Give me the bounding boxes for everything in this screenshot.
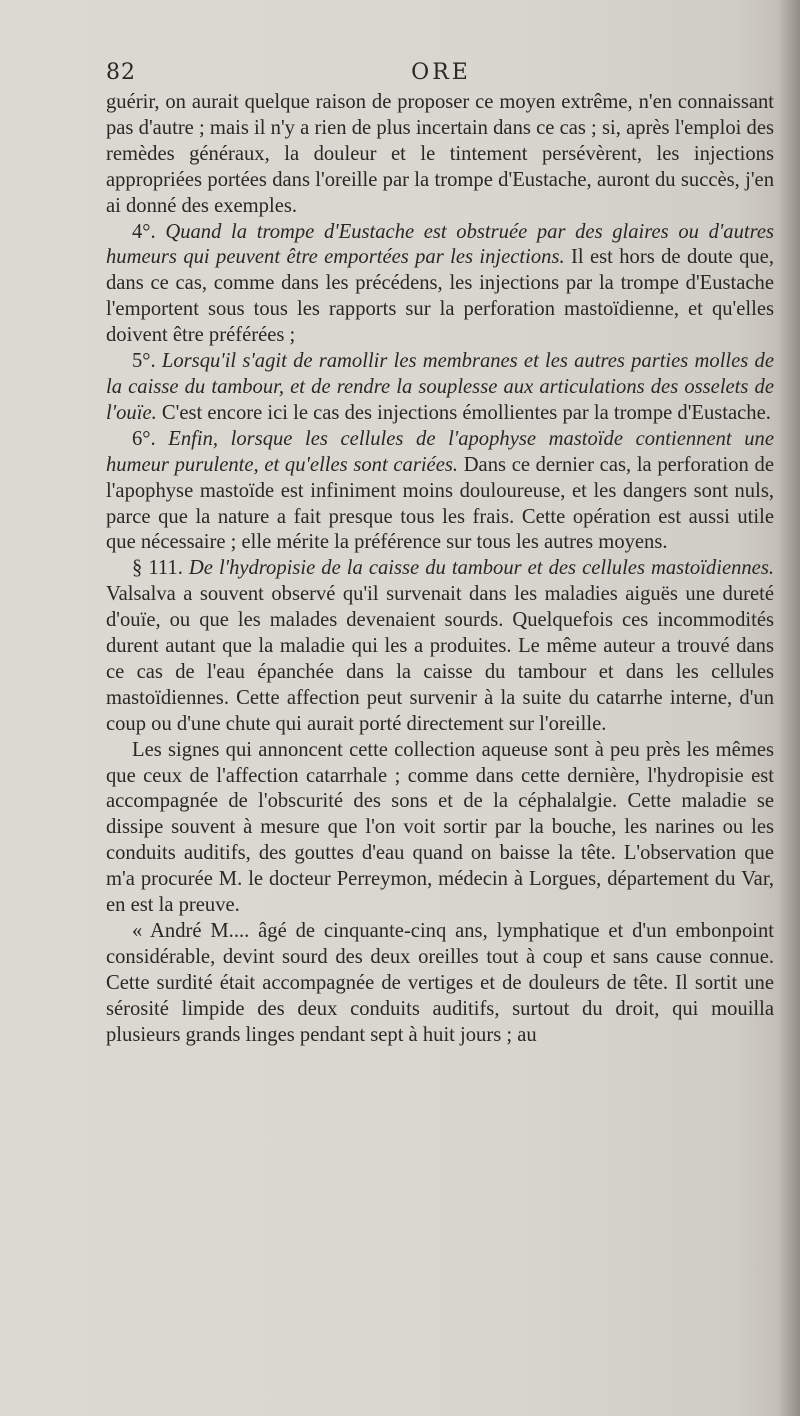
item-number: 6°.	[132, 427, 169, 450]
paragraph	[106, 738, 774, 919]
paragraph	[106, 556, 774, 737]
paragraph-text: C'est encore ici le cas des injections émollientes par la trompe d'Eustache.	[161, 401, 771, 424]
section-title: De l'hydropisie de la caisse du tambour et des cellules mastoïdiennes.	[188, 557, 774, 580]
paragraph-text: Il est hors de doute que, dans ce cas, comme dans les précédens, les injections par la trompe d'Eustache l'emportent sous tous les rapports sur la perforation mastoïdienne, et qu'elles doivent être préférées ;	[106, 246, 774, 347]
paragraph	[106, 90, 774, 220]
item-number: 5°.	[132, 350, 162, 373]
page-gutter-shadow	[778, 0, 800, 1416]
paragraph	[106, 220, 774, 350]
paragraph-text: « André M.... âgé de cinquante-cinq ans, lymphatique et d'un embonpoint considérable, devint sourd des deux oreilles tout à coup et sans cause connue. Cette surdité était accompagnée de vertiges et de douleurs de tête. Il sortit une sérosité limpide des deux conduits auditifs, surtout du droit, qui mouilla plusieurs grands linges pendant sept à huit jours ; au	[106, 920, 774, 1046]
paragraph	[106, 919, 774, 1049]
section-number: § 111.	[132, 557, 189, 580]
paragraph-text: guérir, on aurait quelque raison de proposer ce moyen extrême, n'en connaissant pas d'autre ; mais il n'y a rien de plus incertain dans ce cas ; si, après l'emploi des remèdes généraux, la douleur et le tintement persévèrent, les injections appropriées portées dans l'oreille par la trompe d'Eustache, auront du succès, j'en ai donné des exemples.	[106, 91, 774, 217]
page-number: 82	[106, 60, 136, 85]
item-number: 4°.	[132, 220, 166, 243]
italic-heading: Enfin, lorsque les cellules de l'apophyse mastoïde contiennent une humeur purulente, et qu'elles sont cariées.	[106, 427, 774, 476]
paragraph-text: Valsalva a souvent observé qu'il survenait dans les maladies aiguës une dureté d'ouïe, ou que les malades devenaient sourds. Quelquefois ces incommodités durent autant que la maladie qui les a produites. Le même auteur a trouvé dans ce cas de l'eau épanchée dans la caisse du tambour et dans les cellules mastoïdiennes. Cette affection peut survenir à la suite du catarrhe interne, d'un coup ou d'une chute qui aurait porté directement sur l'oreille.	[106, 583, 774, 735]
body-text	[106, 90, 774, 1049]
running-title: ORE	[411, 60, 471, 85]
paragraph	[106, 349, 774, 427]
paragraph-text: Dans ce dernier cas, la perforation de l'apophyse mastoïde est infiniment moins douloureuse, et les dangers sont nuls, parce que la nature a fait presque tous les frais. Cette opération est aussi utile que nécessaire ; elle mérite la préférence sur tous les autres moyens.	[106, 453, 774, 554]
paragraph	[106, 427, 774, 557]
paragraph-text: Les signes qui annoncent cette collection aqueuse sont à peu près les mêmes que ceux de l'affection catarrhale ; comme dans cette dernière, l'hydropisie est accompagnée de l'obscurité des sons et de la céphalalgie. Cette maladie se dissipe souvent à mesure que l'on voit sortir par la bouche, les narines ou les conduits auditifs, des gouttes d'eau quand on baisse la tête. L'observation que m'a procurée M. le docteur Perreymon, médecin à Lorgues, département du Var, en est la preuve.	[106, 738, 774, 917]
italic-heading: Lorsqu'il s'agit de ramollir les membranes et les autres parties molles de la caisse du tambour, et de rendre la souplesse aux articulations des osselets de l'ouïe.	[106, 350, 774, 424]
italic-heading: Quand la trompe d'Eustache est obstruée par des glaires ou d'autres humeurs qui peuvent être emportées par les injections.	[106, 220, 774, 269]
